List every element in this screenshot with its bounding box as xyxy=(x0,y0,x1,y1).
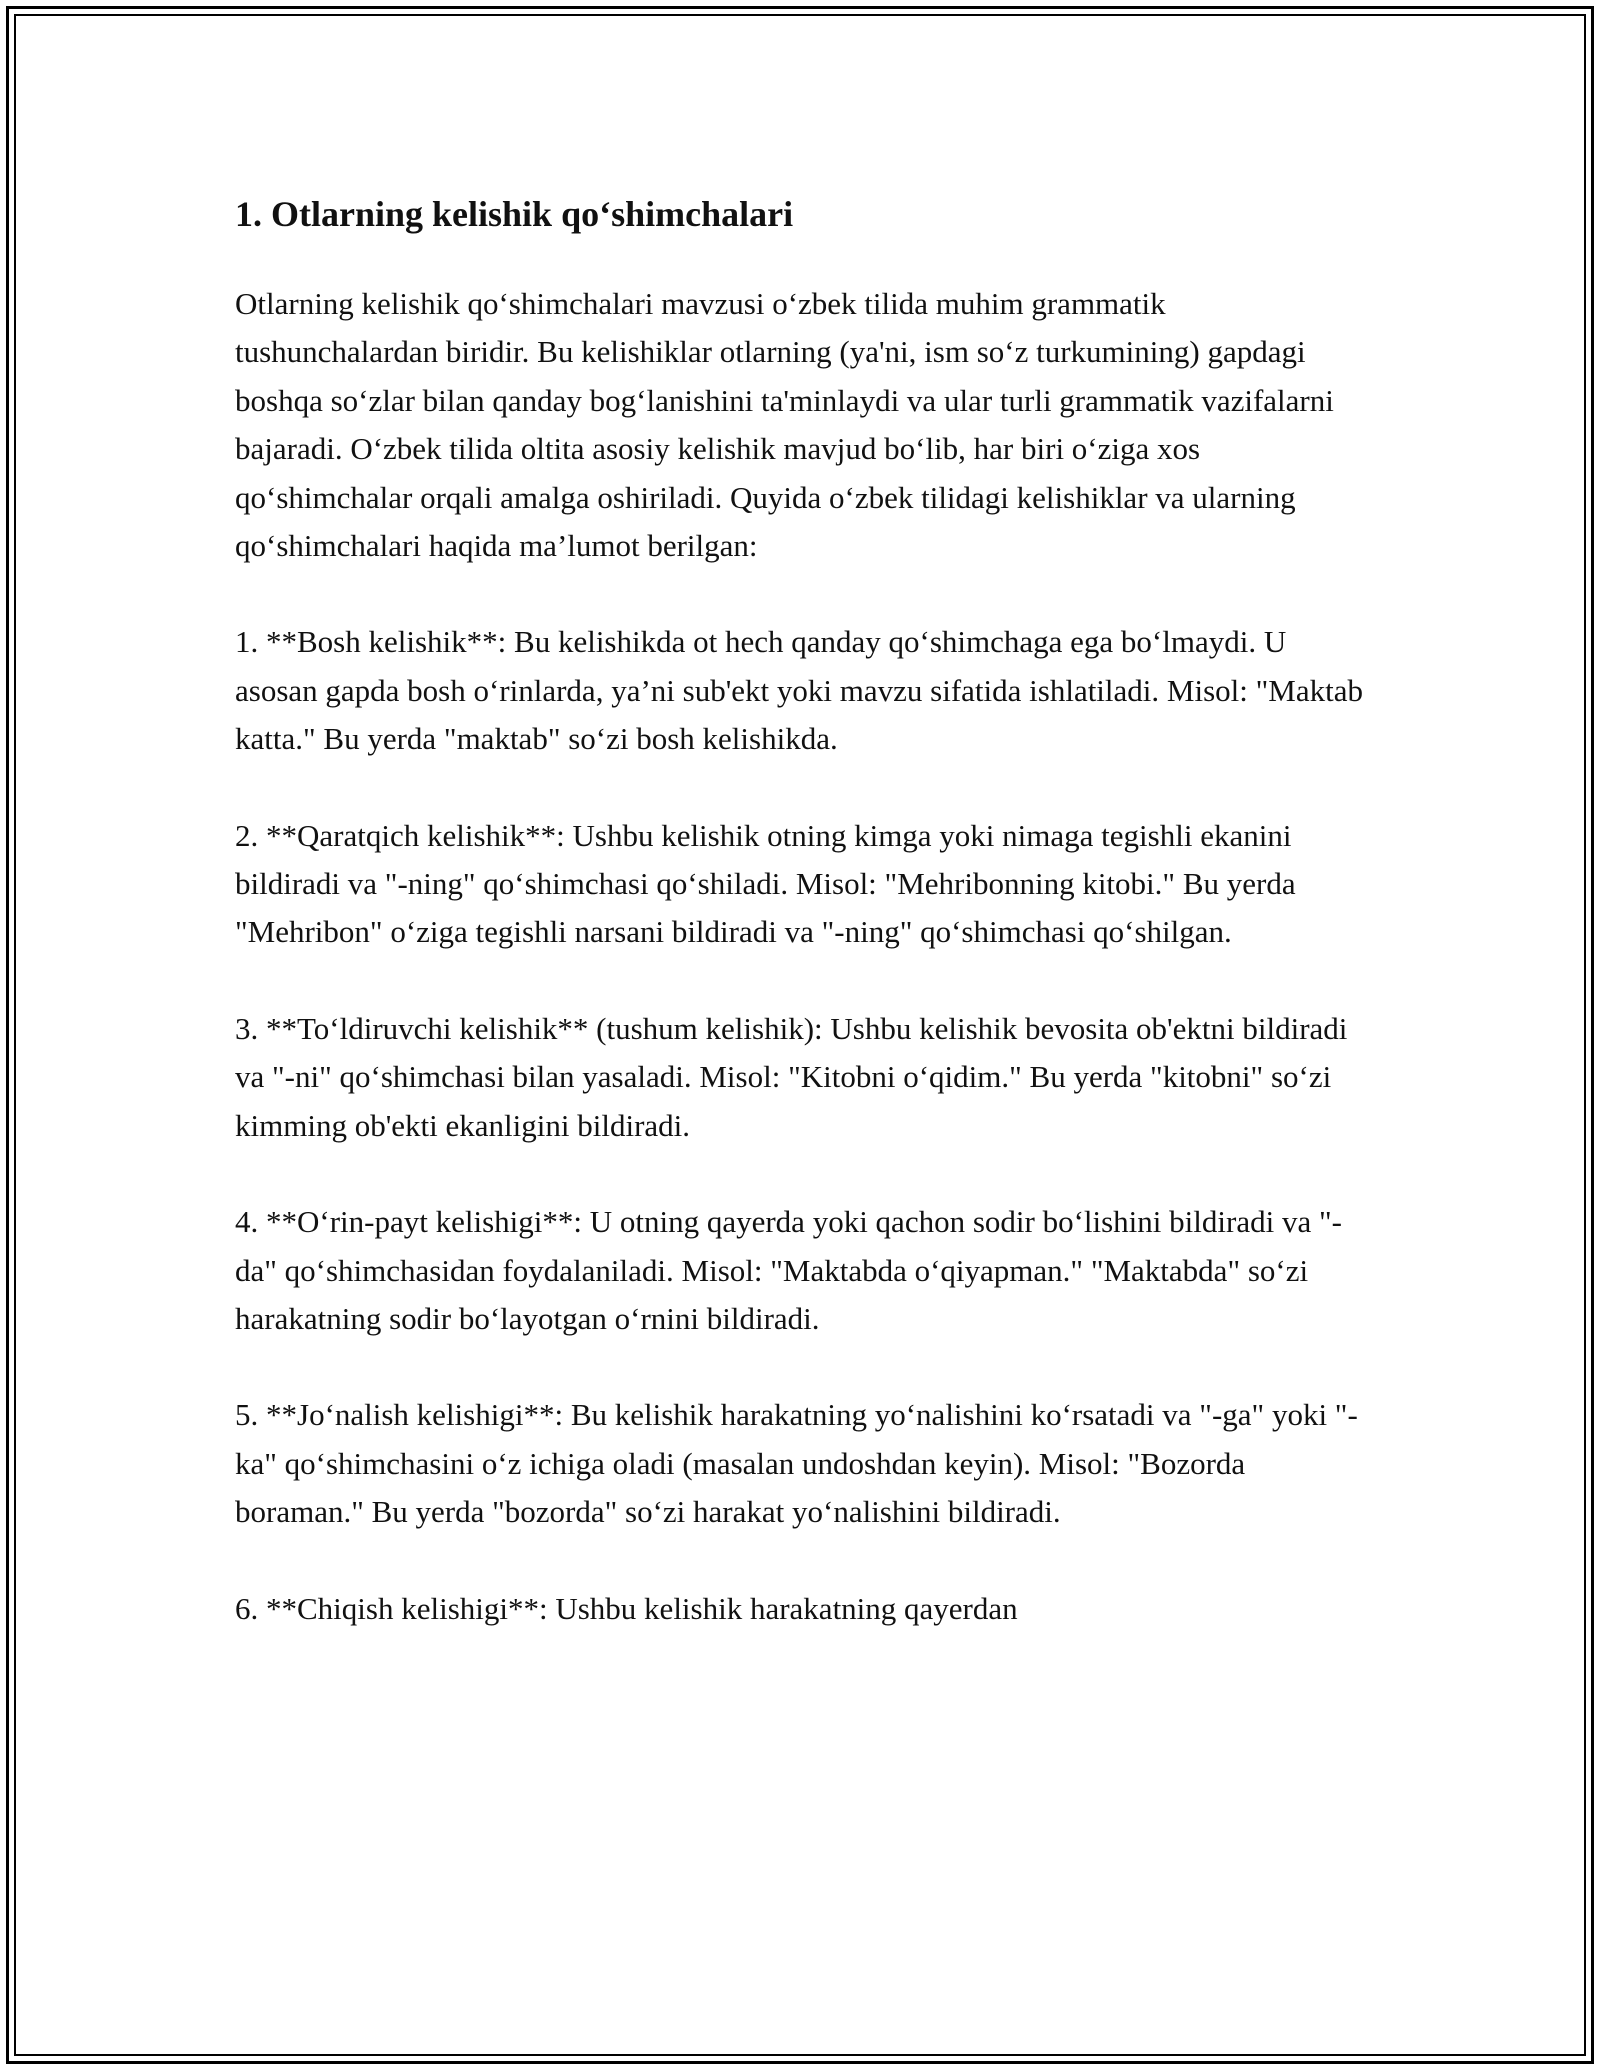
document-title: 1. Otlarning kelishik qo‘shimchalari xyxy=(235,194,794,234)
case-item-jonalish: 5. **Jo‘nalish kelishigi**: Bu kelishik harakatning yo‘nalishini ko‘rsatadi va "-ga" yoki "-ka" qo‘shimchasini o‘z ichiga oladi (masalan undoshdan keyin). Misol: "Bozorda boraman." Bu yerda "bozorda" so‘zi harakat yo‘nalishini bildiradi. xyxy=(235,1397,1358,1530)
intro-paragraph: Otlarning kelishik qo‘shimchalari mavzusi o‘zbek tilida muhim grammatik tushunchalardan biridir. Bu kelishiklar otlarning (ya'ni, ism so‘z turkumining) gapdagi boshqa so‘zlar bilan qanday bog‘lanishini ta'minlaydi va ular turli grammatik vazifalarni bajaradi. O‘zbek tilida oltita asosiy kelishik mavjud bo‘lib, har biri o‘ziga xos qo‘shimchalar orqali amalga oshiriladi. Quyida o‘zbek tilidagi kelishiklar va ularning qo‘shimchalari haqida ma’lumot berilgan: xyxy=(235,286,1334,564)
case-item-toldiruvchi: 3. **To‘ldiruvchi kelishik** (tushum kelishik): Ushbu kelishik bevosita ob'ektni bildiradi va "-ni" qo‘shimchasi bilan yasaladi. Misol: "Kitobni o‘qidim." Bu yerda "kitobni" so‘zi kimming ob'ekti ekanligini bildiradi. xyxy=(235,1010,1348,1143)
case-item-chiqish: 6. **Chiqish kelishigi**: Ushbu kelishik harakatning qayerdan xyxy=(235,1590,1018,1626)
case-item-qaratqich: 2. **Qaratqich kelishik**: Ushbu kelishik otning kimga yoki nimaga tegishli ekanini bildiradi va "-ning" qo‘shimchasi qo‘shiladi. Misol: "Mehribonning kitobi." Bu yerda "Mehribon" o‘ziga tegishli narsani bildiradi va "-ning" qo‘shimchasi qo‘shilgan. xyxy=(235,817,1296,950)
case-item-bosh: 1. **Bosh kelishik**: Bu kelishikda ot hech qanday qo‘shimchaga ega bo‘lmaydi. U asosan gapda bosh o‘rinlarda, ya’ni sub'ekt yoki mavzu sifatida ishlatiladi. Misol: "Maktab katta." Bu yerda "maktab" so‘zi bosh kelishikda. xyxy=(235,624,1363,757)
case-item-orin-payt: 4. **O‘rin-payt kelishigi**: U otning qayerda yoki qachon sodir bo‘lishini bildiradi va "-da" qo‘shimchasidan foydalaniladi. Misol: "Maktabda o‘qiyapman." "Maktabda" so‘zi harakatning sodir bo‘layotgan o‘rnini bildiradi. xyxy=(235,1204,1342,1336)
document-body xyxy=(235,182,1375,1681)
